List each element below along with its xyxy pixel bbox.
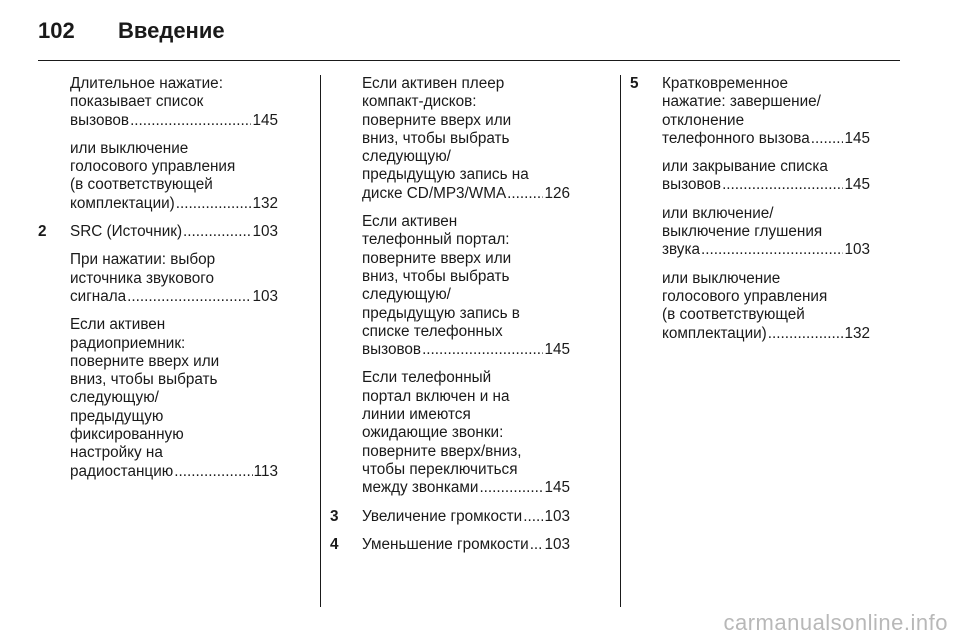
page-reference: 103 <box>544 535 570 553</box>
entry-text-line: или выключение <box>662 269 781 287</box>
index-entry <box>630 75 870 148</box>
page-reference: 103 <box>844 241 870 259</box>
dot-leader <box>507 185 543 203</box>
entry-text-line: вызовов <box>362 341 422 359</box>
entry-leader-line <box>70 195 278 213</box>
index-entry <box>630 270 870 343</box>
entry-text-line: показывает список <box>70 93 204 111</box>
entry-text-line: поверните вверх или <box>362 111 512 129</box>
entry-text-line: Уменьшение громкости <box>362 535 529 553</box>
entry-leader-line <box>362 479 570 497</box>
dot-leader <box>530 536 544 554</box>
dot-leader <box>768 325 844 343</box>
entry-text-line: Если активен <box>70 316 166 334</box>
entry-text-line: SRC (Источник) <box>70 223 183 241</box>
dot-leader <box>183 223 251 241</box>
entry-text-line: радиостанцию <box>70 462 174 480</box>
entry-text-line: Кратковременное <box>662 75 789 92</box>
entry-leader-line <box>362 341 570 359</box>
entry-text-line: голосового управления <box>70 158 236 176</box>
watermark: carmanualsonline.info <box>723 610 948 635</box>
index-entry <box>38 251 278 306</box>
entry-text-line: ожидающие звонки: <box>362 424 504 442</box>
entry-leader-line <box>70 463 278 481</box>
entry-text-line: Увеличение громкости <box>362 507 523 525</box>
page-reference: 145 <box>844 129 870 147</box>
entry-text-line: предыдущую запись в <box>362 304 520 322</box>
index-entry <box>330 213 570 359</box>
entry-text-line: комплектации) <box>70 194 175 212</box>
dot-leader <box>701 241 843 259</box>
page-reference: 103 <box>252 287 278 305</box>
entry-text-line: диске CD/MP3/WMA <box>362 184 507 202</box>
dot-leader <box>130 112 251 130</box>
entry-text-line: телефонного вызова <box>662 129 810 147</box>
entry-text-line: следующую/ <box>362 286 451 304</box>
column-divider <box>620 75 621 607</box>
callout-number: 4 <box>330 535 339 553</box>
entry-text-line: источника звукового <box>70 269 214 287</box>
page-reference: 132 <box>252 194 278 212</box>
entry-text-line: чтобы переключиться <box>362 460 518 478</box>
entry-text-line: отклонение <box>662 111 745 129</box>
entry-text-line: предыдущую запись на <box>362 166 529 184</box>
entry-text-line: портал включен и на <box>362 387 510 405</box>
entry-text-line: поверните вверх/вниз, <box>362 442 522 460</box>
entry-text-line: При нажатии: выбор <box>70 251 216 269</box>
entry-text-line: фиксированную <box>70 426 184 444</box>
entry-text-line: голосового управления <box>662 287 828 305</box>
entry-text-line: или закрывание списка <box>662 158 828 176</box>
entry-text-line: вниз, чтобы выбрать <box>362 129 510 147</box>
dot-leader <box>479 479 543 497</box>
entry-text-line: следующую/ <box>362 148 451 166</box>
index-entry <box>38 316 278 481</box>
entry-text-line: нажатие: завершение/ <box>662 93 821 111</box>
page-reference: 103 <box>252 223 278 241</box>
entry-leader-line <box>662 176 870 194</box>
dot-leader <box>811 130 844 148</box>
page-reference: 145 <box>544 341 570 359</box>
page-title: Введение <box>118 18 225 43</box>
header-rule <box>38 60 900 61</box>
entry-leader-line <box>362 185 570 203</box>
entry-text-line: (в соответствующей <box>662 306 805 324</box>
entry-text-line: или включение/ <box>662 204 774 222</box>
dot-leader <box>722 176 843 194</box>
entry-leader-line <box>662 325 870 343</box>
entry-text-line: или выключение <box>70 139 189 157</box>
entry-text-line: сигнала <box>70 287 127 305</box>
entry-text-line: предыдущую <box>70 407 164 425</box>
entry-leader-line <box>362 536 570 554</box>
index-entry <box>38 223 278 241</box>
dot-leader <box>523 508 543 526</box>
index-entry <box>38 140 278 213</box>
entry-text-line: списке телефонных <box>362 322 503 340</box>
entry-text-line: компакт-дисков: <box>362 93 477 111</box>
entry-text-line: комплектации) <box>662 324 767 342</box>
entry-text-line: линии имеются <box>362 406 471 424</box>
index-entry <box>38 75 278 130</box>
callout-number: 5 <box>630 75 639 92</box>
page-reference: 126 <box>544 184 570 202</box>
entry-leader-line <box>662 241 870 259</box>
entry-text-line: (в соответствующей <box>70 176 213 194</box>
entry-text-line: Длительное нажатие: <box>70 75 223 92</box>
column-2 <box>330 75 570 564</box>
entry-leader-line <box>70 288 278 306</box>
entry-text-line: настройку на <box>70 444 163 462</box>
index-entry <box>330 369 570 497</box>
callout-number: 2 <box>38 223 47 241</box>
index-entry <box>330 508 570 526</box>
entry-text-line: вниз, чтобы выбрать <box>70 371 218 389</box>
page-reference: 145 <box>544 479 570 497</box>
callout-number: 3 <box>330 507 339 525</box>
column-divider <box>320 75 321 607</box>
page-header <box>38 18 225 48</box>
entry-text-line: поверните вверх или <box>70 352 220 370</box>
entry-text-line: Если активен <box>362 213 458 231</box>
page-number: 102 <box>38 18 75 43</box>
entry-text-line: поверните вверх или <box>362 249 512 267</box>
page-reference: 103 <box>544 507 570 525</box>
index-entry <box>630 205 870 260</box>
column-3 <box>630 75 870 353</box>
entry-text-line: звука <box>662 241 700 259</box>
dot-leader <box>174 463 252 481</box>
entry-text-line: следующую/ <box>70 389 159 407</box>
index-entry <box>630 158 870 195</box>
index-entry <box>330 75 570 203</box>
entry-text-line: вниз, чтобы выбрать <box>362 267 510 285</box>
entry-text-line: радиоприемник: <box>70 334 186 352</box>
index-entry <box>330 536 570 554</box>
entry-leader-line <box>70 223 278 241</box>
entry-text-line: выключение глушения <box>662 223 823 241</box>
entry-text-line: Если телефонный <box>362 369 492 387</box>
entry-text-line: вызовов <box>662 176 722 194</box>
dot-leader <box>127 288 251 306</box>
page-reference: 145 <box>252 111 278 129</box>
page-reference: 132 <box>844 324 870 342</box>
entry-leader-line <box>70 112 278 130</box>
page-reference: 113 <box>253 462 278 480</box>
dot-leader <box>422 341 543 359</box>
entry-text-line: между звонками <box>362 479 479 497</box>
entry-text-line: вызовов <box>70 111 130 129</box>
entry-text-line: телефонный портал: <box>362 231 510 249</box>
column-1 <box>38 75 278 491</box>
entry-text-line: Если активен плеер <box>362 75 505 92</box>
page-reference: 145 <box>844 176 870 194</box>
entry-leader-line <box>362 508 570 526</box>
entry-leader-line <box>662 130 870 148</box>
dot-leader <box>176 195 252 213</box>
